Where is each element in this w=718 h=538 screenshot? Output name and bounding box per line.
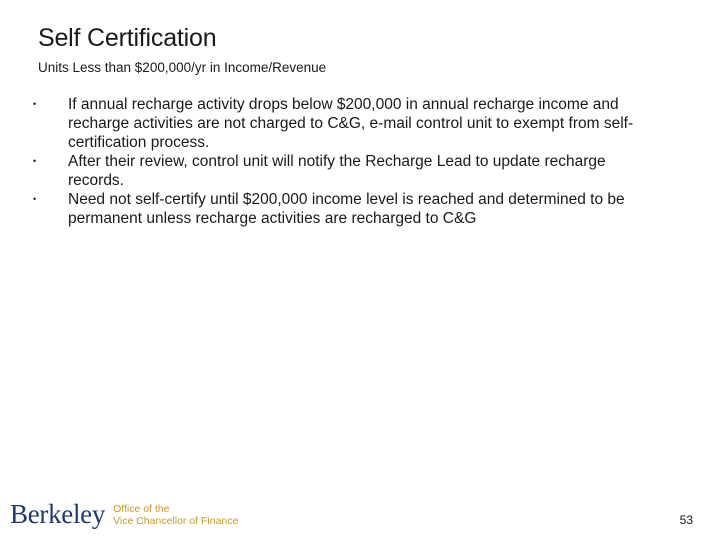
bullet-text: If annual recharge activity drops below $200,000 in annual recharge income and recharge activities are not charged to C&G, e-mail control unit to exempt from self-certification process. [68,96,634,151]
bullet-text: Need not self-certify until $200,000 income level is reached and determined to be permanent unless recharge activities are recharged to C&G [68,191,625,227]
office-name [113,503,238,528]
bullet-item [33,152,658,190]
office-line-1: Office of the [113,503,170,515]
page-number: 53 [679,513,693,527]
bullet-list [33,95,658,228]
bullet-item [33,95,658,152]
slide-title: Self Certification [38,24,217,52]
bullet-icon: • [33,194,37,204]
berkeley-wordmark: Berkeley [10,499,106,529]
bullet-icon: • [33,156,37,166]
berkeley-logo [10,501,238,528]
slide-subtitle: Units Less than $200,000/yr in Income/Revenue [38,60,327,75]
office-line-2: Vice Chancellor of Finance [113,515,239,527]
bullet-icon: • [33,99,37,109]
bullet-text: After their review, control unit will notify the Recharge Lead to update recharge records. [68,153,606,189]
bullet-item [33,190,658,228]
